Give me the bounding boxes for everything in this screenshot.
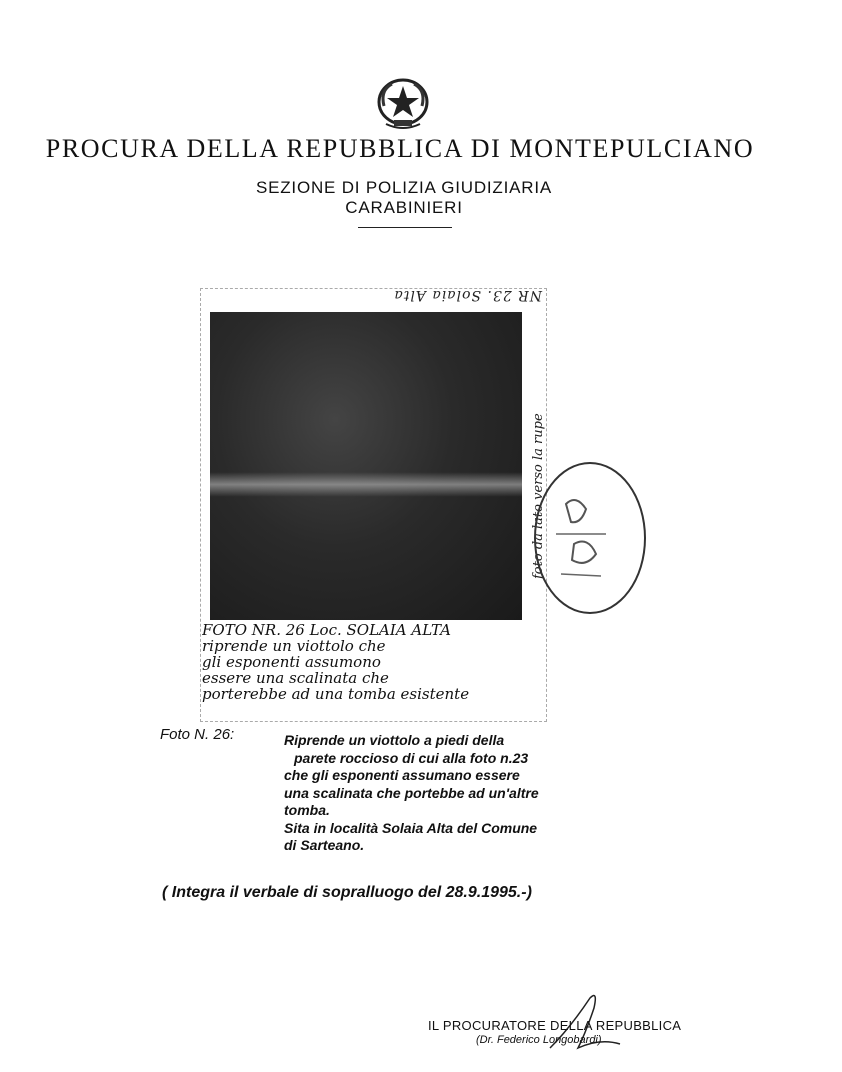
description-line: parete roccioso di cui alla foto n.23 [294, 749, 529, 766]
signatory-title: IL PROCURATORE DELLA REPUBBLICA [428, 1018, 682, 1033]
handwritten-line: FOTO NR. 26 Loc. SOLAIA ALTA [202, 622, 451, 638]
description-line: Sita in località Solaia Alta del Comune [284, 819, 538, 836]
handwritten-caption [202, 622, 542, 702]
handwritten-line: riprende un viottolo che [202, 638, 386, 654]
handwritten-side-note: foto da lato verso la rupe [531, 413, 546, 579]
handwritten-line: porterebbe ad una tomba esistente [202, 686, 470, 702]
round-seal-stamp-icon [534, 462, 646, 614]
photo [210, 312, 522, 620]
section-line-2: CARABINIERI [345, 198, 463, 217]
handwritten-top-note: NR 23. Solaia Alta [393, 287, 542, 303]
handwritten-line: gli esponenti assumono [202, 654, 381, 670]
office-title: PROCURA DELLA REPUBBLICA DI MONTEPULCIANO [45, 134, 755, 163]
photo-description [284, 732, 594, 855]
signatory-name: (Dr. Federico Longobardi) [476, 1034, 602, 1046]
description-line: di Sarteano. [284, 837, 365, 853]
italian-republic-emblem-icon [372, 76, 434, 132]
description-line: che gli esponenti assumano essere [284, 767, 520, 783]
description-line: Riprende un viottolo a piedi della [284, 732, 505, 748]
section-line-1: SEZIONE DI POLIZIA GIUDIZIARIA [255, 178, 553, 197]
handwritten-line: essere una scalinata che [202, 670, 389, 686]
photo-number-label: Foto N. 26: [160, 726, 235, 743]
description-line: una scalinata che portebbe ad un'altre [284, 784, 539, 801]
header-divider [358, 227, 452, 228]
description-line: tomba. [284, 802, 330, 818]
section-heading [0, 178, 808, 218]
integration-note: ( Integra il verbale di sopralluogo del 28.9.1995.-) [162, 884, 532, 901]
